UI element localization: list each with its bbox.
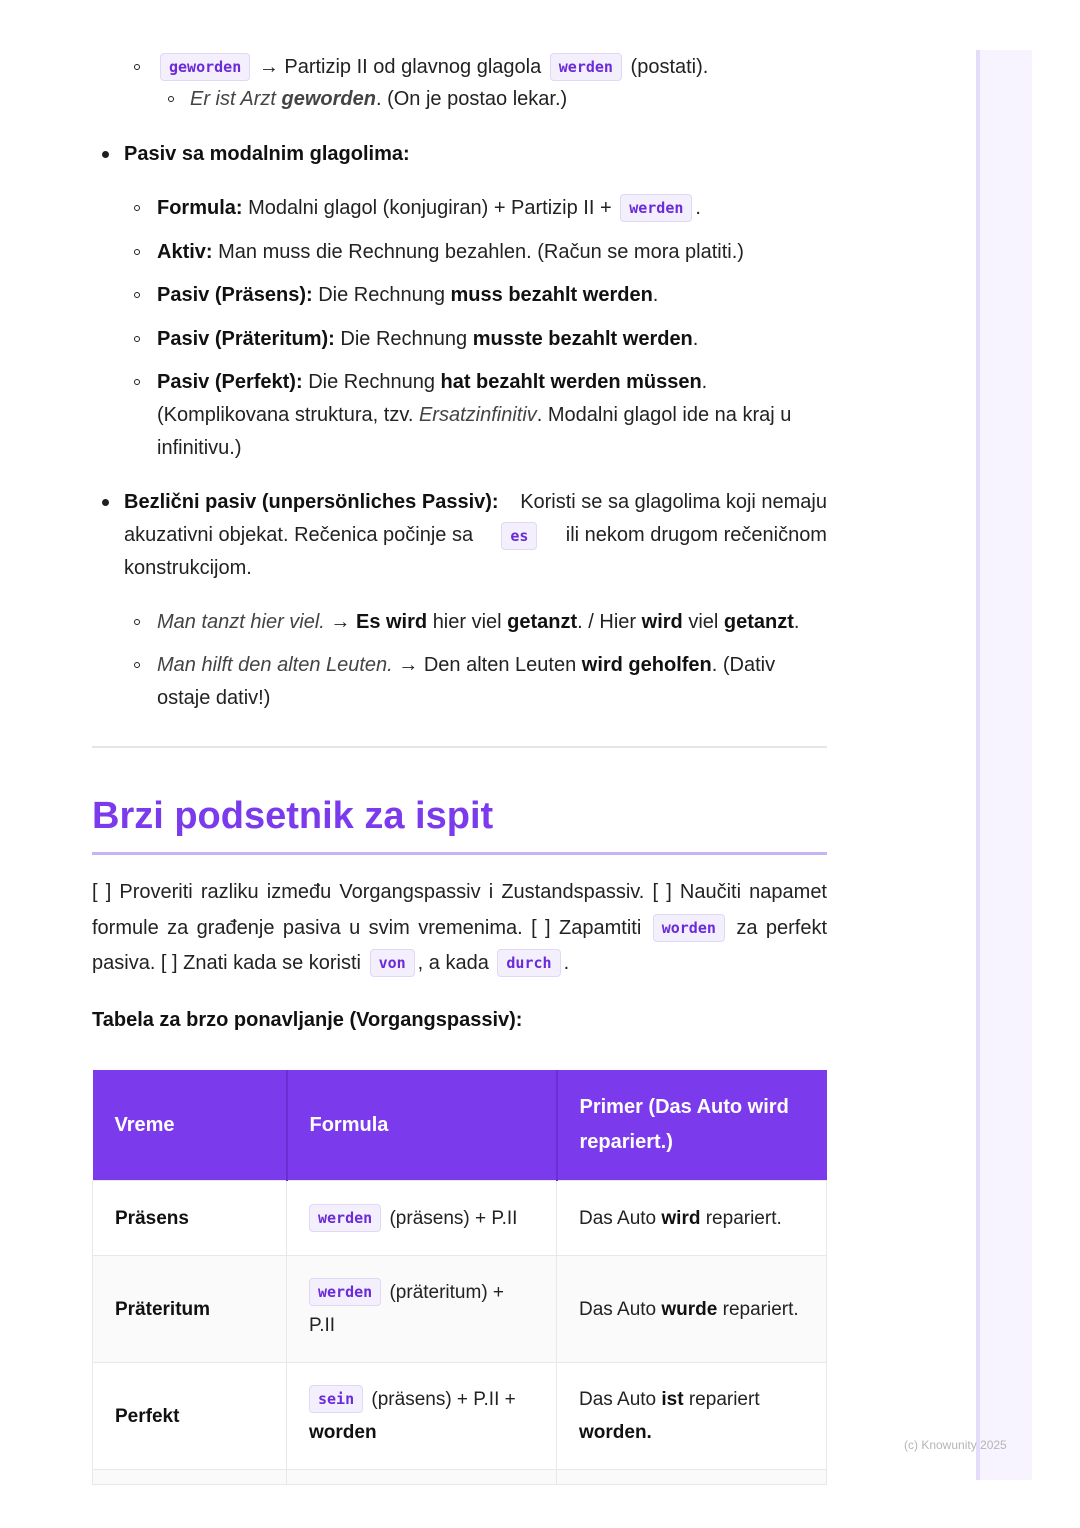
geworden-line: geworden → Partizip II od glavnog glagola werden (postati). bbox=[157, 51, 708, 84]
code-werden: werden bbox=[309, 1278, 381, 1306]
impersonal-line3: konstrukcijom. bbox=[124, 557, 252, 579]
section-divider bbox=[92, 746, 827, 748]
table-row bbox=[93, 1363, 827, 1470]
cell-tense: Präteritum bbox=[93, 1256, 287, 1363]
code-geworden: geworden bbox=[160, 53, 250, 81]
impersonal-line2: akuzativni objekat. Rečenica počinje sa es ili nekom drugom rečeničnom bbox=[124, 519, 827, 552]
cell-formula: sein (präsens) + P.II + worden bbox=[287, 1363, 557, 1470]
checklist-paragraph: [ ] Proveriti razliku između Vorgangspassiv i Zustandspassiv. [ ] Naučiti napamet formule za građenje pasiva u svim vremenima. [ ] Zapamtiti worden za perfekt pasiva. [ ] Znati kada se koristi von , a kada durch . bbox=[92, 875, 827, 982]
modal-formula: Formula: Modalni glagol (konjugiran) + Partizip II + werden . bbox=[157, 192, 701, 225]
title-underline bbox=[92, 852, 827, 855]
copyright-footer: (c) Knowunity 2025 bbox=[904, 1438, 1007, 1452]
table-row bbox=[93, 1181, 827, 1256]
table-heading: Tabela za brzo ponavljanje (Vorgangspassiv): bbox=[92, 1009, 523, 1031]
code-durch: durch bbox=[497, 949, 560, 977]
table-row bbox=[93, 1256, 827, 1363]
cell-example: Das Auto wurde repariert. bbox=[557, 1256, 827, 1363]
modal-aktiv: Aktiv: Man muss die Rechnung bezahlen. (Račun se mora platiti.) bbox=[157, 241, 744, 263]
header-primer: Primer (Das Auto wird repariert.) bbox=[557, 1070, 827, 1181]
impersonal-example1: Man tanzt hier viel. → Es wird hier viel getanzt. / Hier wird viel getanzt. bbox=[157, 611, 800, 633]
impersonal-line1: Bezlični pasiv (unpersönliches Passiv): Koristi se sa glagolima koji nemaju bbox=[124, 491, 827, 513]
cell-example: Das Auto wird repariert. bbox=[557, 1181, 827, 1256]
bullet bbox=[102, 499, 109, 506]
sub-sub-bullet bbox=[168, 96, 174, 102]
sub-bullet bbox=[134, 205, 140, 211]
code-werden: werden bbox=[309, 1204, 381, 1232]
impersonal-example2-end: ostaje dativ!) bbox=[157, 687, 271, 709]
sub-bullet bbox=[134, 662, 140, 668]
cell-example: Das Auto ist repariert worden. bbox=[557, 1363, 827, 1470]
table-header-row bbox=[93, 1070, 827, 1181]
sub-bullet bbox=[134, 379, 140, 385]
cell-formula: werden (präsens) + P.II bbox=[287, 1181, 557, 1256]
modal-perfekt-note: (Komplikovana struktura, tzv. Ersatzinfinitiv. Modalni glagol ide na kraj u bbox=[157, 404, 792, 426]
code-werden: werden bbox=[550, 53, 622, 81]
code-werden: werden bbox=[620, 194, 692, 222]
cell-formula: werden (präteritum) + P.II bbox=[287, 1256, 557, 1363]
code-sein: sein bbox=[309, 1385, 363, 1413]
impersonal-example2: Man hilft den alten Leuten. → Den alten Leuten wird geholfen. (Dativ bbox=[157, 654, 776, 676]
code-von: von bbox=[370, 949, 415, 977]
review-table bbox=[92, 1070, 827, 1485]
code-worden: worden bbox=[653, 914, 725, 942]
code-es: es bbox=[501, 522, 537, 550]
modal-perfekt: Pasiv (Perfekt): Die Rechnung hat bezahlt werden müssen. bbox=[157, 371, 708, 393]
side-panel bbox=[976, 50, 1032, 1480]
sub-bullet bbox=[134, 336, 140, 342]
side-panel-border bbox=[976, 50, 980, 1480]
sub-bullet bbox=[134, 249, 140, 255]
section-title: Brzi podsetnik za ispit bbox=[92, 795, 494, 837]
modal-heading: Pasiv sa modalnim glagolima: bbox=[124, 143, 410, 165]
header-vreme: Vreme bbox=[93, 1070, 287, 1181]
cell-tense: Perfekt bbox=[93, 1363, 287, 1470]
modal-praeteritum: Pasiv (Präteritum): Die Rechnung musste bezahlt werden. bbox=[157, 328, 699, 350]
table-row-cutoff bbox=[93, 1470, 827, 1485]
bullet bbox=[102, 151, 109, 158]
modal-praesens: Pasiv (Präsens): Die Rechnung muss bezahlt werden. bbox=[157, 284, 659, 306]
modal-perfekt-note-end: infinitivu.) bbox=[157, 437, 242, 459]
header-formula: Formula bbox=[287, 1070, 557, 1181]
cell-tense: Präsens bbox=[93, 1181, 287, 1256]
sub-bullet bbox=[134, 64, 140, 70]
geworden-example: Er ist Arzt geworden. (On je postao lekar.) bbox=[190, 88, 568, 110]
sub-bullet bbox=[134, 292, 140, 298]
sub-bullet bbox=[134, 619, 140, 625]
